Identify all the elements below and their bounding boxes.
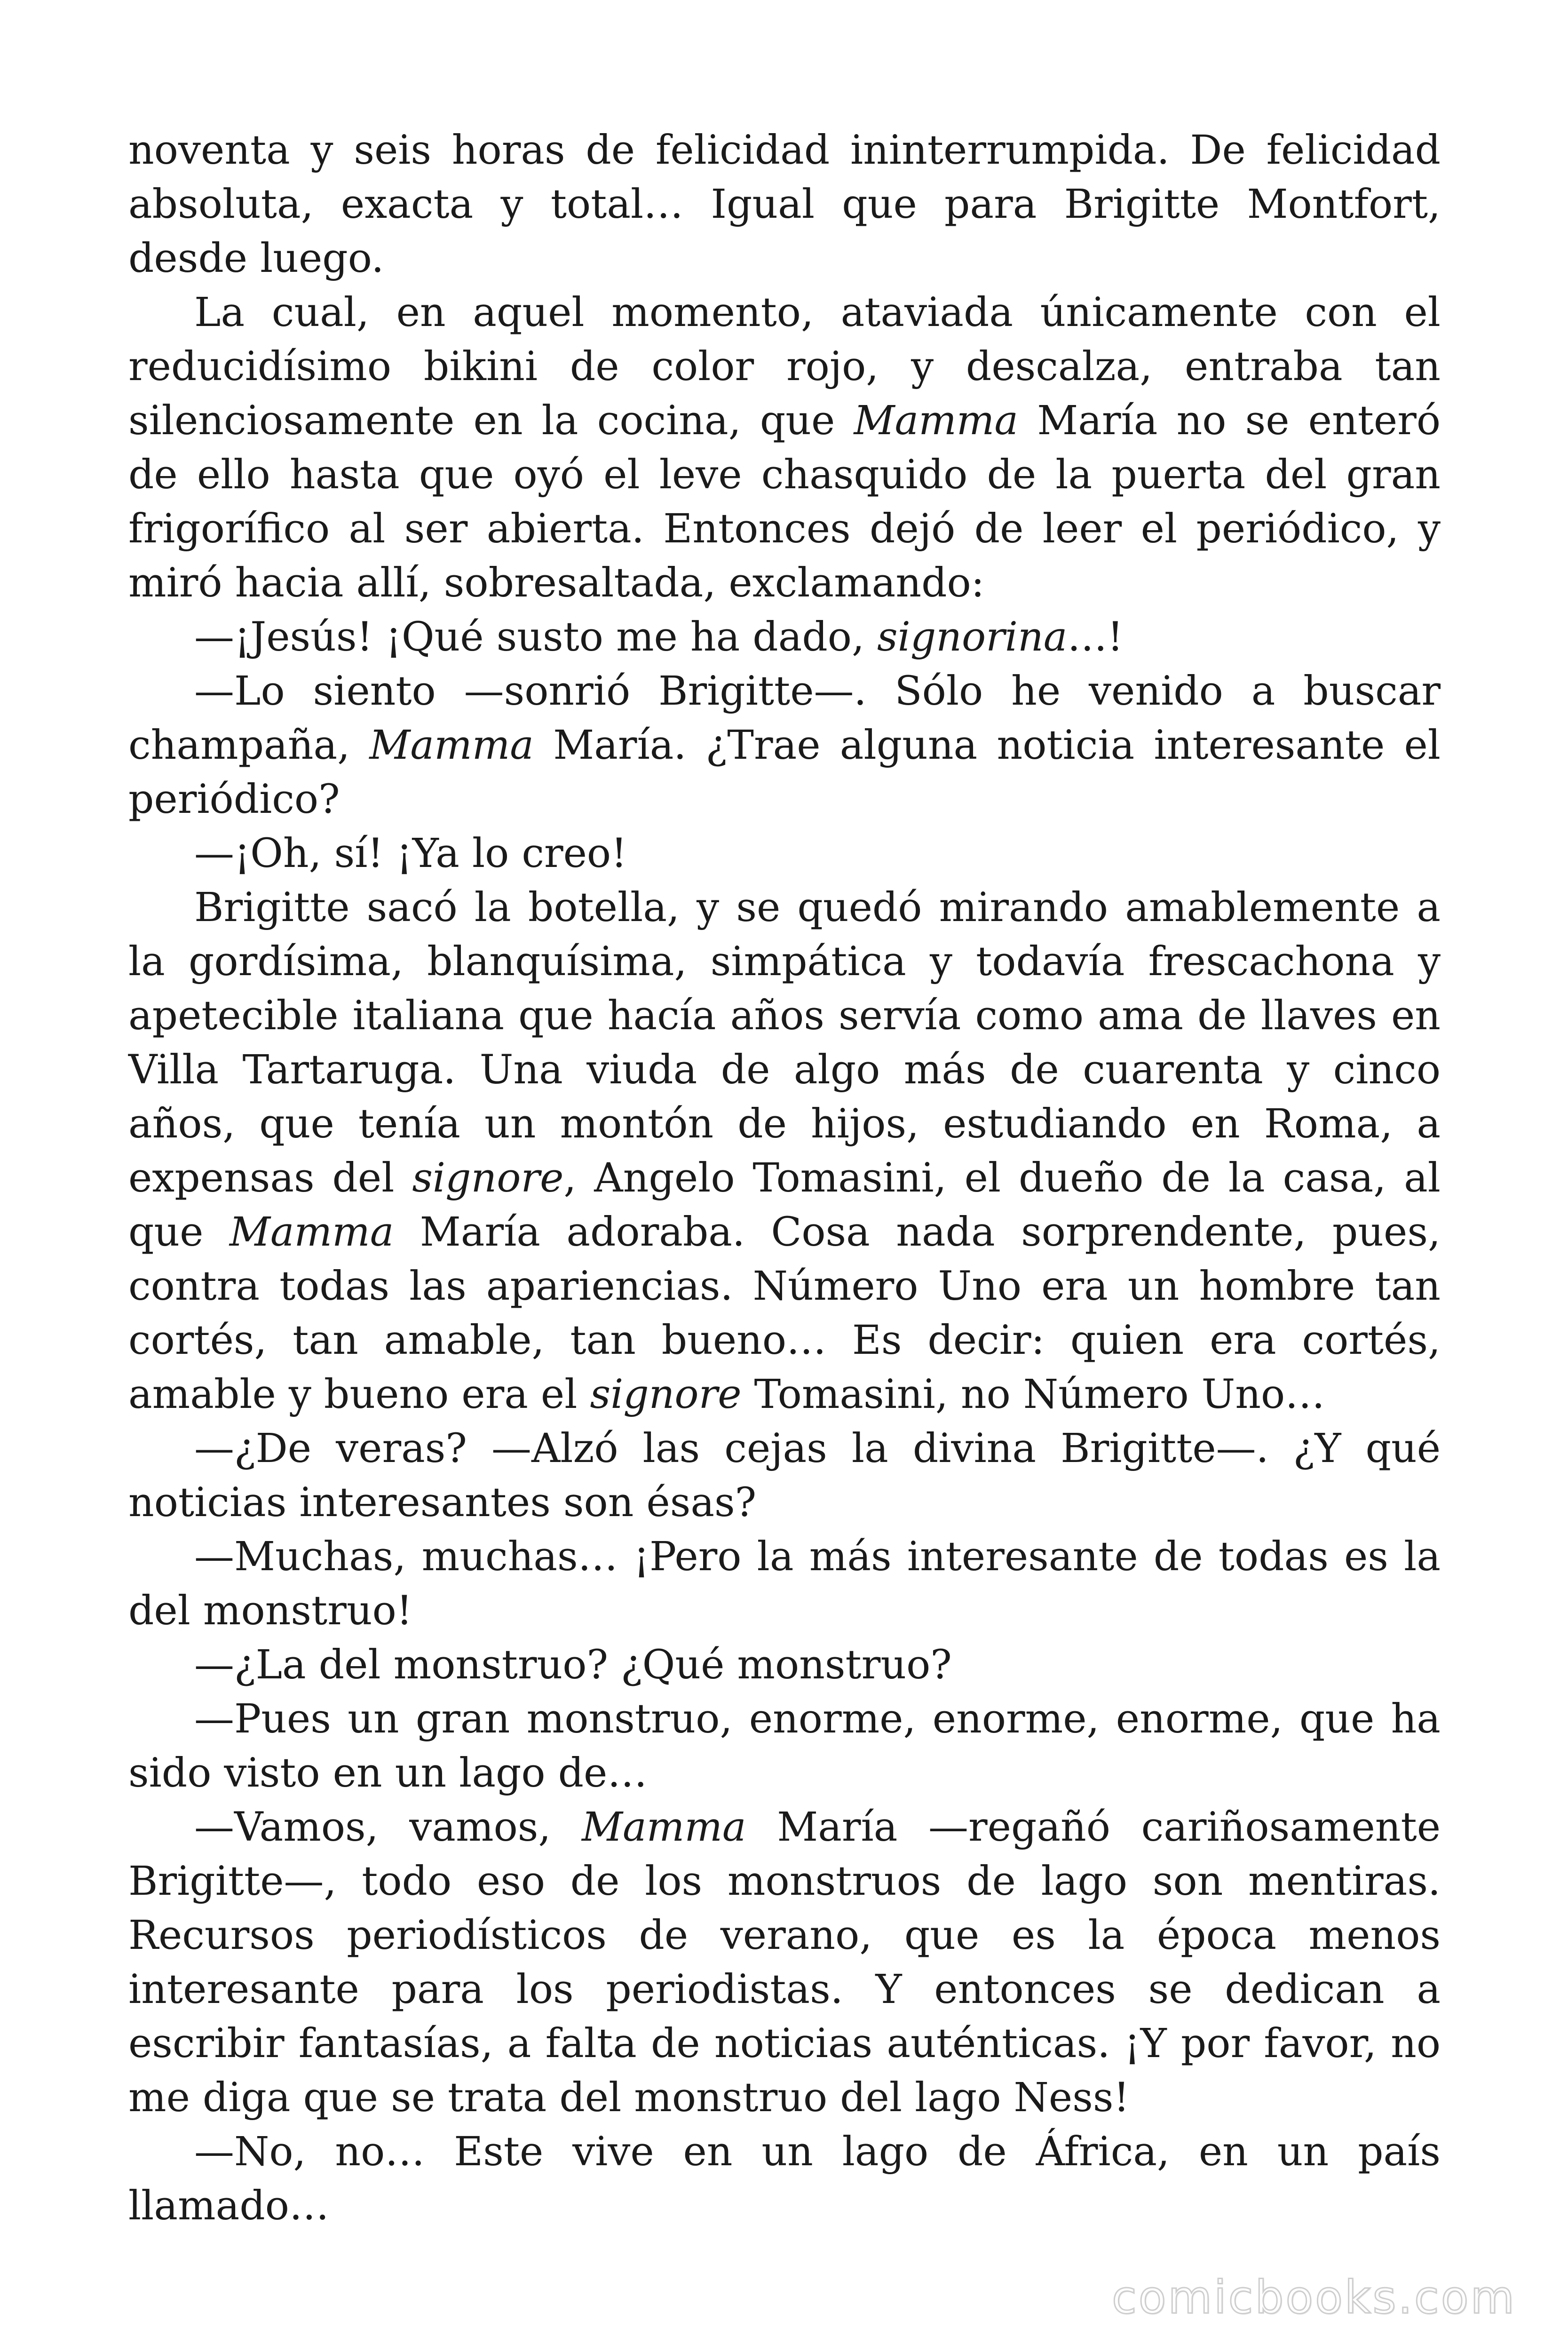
text-run: María no se enteró de ello hasta que oyó el leve chasquido de la puerta del gran frigorífico al ser abierta. Entonces dejó de leer el periódico, y miró hacia allí, sobresaltada, exclamando: <box>128 397 1441 606</box>
page-body-text <box>128 123 1441 2233</box>
paragraph <box>128 123 1441 286</box>
text-run: María. ¿Trae alguna noticia interesante el periódico? <box>128 722 1441 823</box>
italic-text-run: Mamma <box>369 722 534 769</box>
paragraph <box>128 1530 1441 1638</box>
paragraph <box>128 664 1441 826</box>
italic-text-run: Mamma <box>854 397 1019 444</box>
text-run: —Vamos, vamos, <box>194 1804 582 1851</box>
paragraph <box>128 286 1441 610</box>
text-run: noventa y seis horas de felicidad ininterrumpida. De felicidad absoluta, exacta y total… Igual que para Brigitte Montfort, desde luego. <box>128 127 1441 282</box>
text-run: —¿De veras? —Alzó las cejas la divina Brigitte—. ¿Y qué noticias interesantes son ésas? <box>128 1425 1441 1526</box>
italic-text-run: signorina <box>877 614 1068 660</box>
text-run: , Angelo Tomasini, el dueño de la casa, al que <box>128 1155 1441 1255</box>
text-run: —¡Jesús! ¡Qué susto me ha dado, <box>194 614 878 660</box>
paragraph <box>128 1692 1441 1800</box>
italic-text-run: Mamma <box>229 1209 394 1255</box>
text-run: María adoraba. Cosa nada sorprendente, pues, contra todas las apariencias. Número Uno era un hombre tan cortés, tan amable, tan bueno… Es decir: quien era cortés, amable y bueno era el <box>128 1209 1441 1418</box>
text-run: Tomasini, no Número Uno… <box>741 1371 1325 1418</box>
paragraph <box>128 2125 1441 2233</box>
watermark-logo: comicbooks.com <box>1111 2271 1516 2324</box>
text-run: …! <box>1067 614 1124 660</box>
italic-text-run: signore <box>590 1371 742 1418</box>
text-run: —¿La del monstruo? ¿Qué monstruo? <box>194 1642 952 1688</box>
paragraph <box>128 826 1441 881</box>
paragraph <box>128 1638 1441 1692</box>
italic-text-run: signore <box>412 1155 564 1201</box>
paragraph <box>128 1422 1441 1530</box>
text-run: María —regañó cariñosamente Brigitte—, todo eso de los monstruos de lago son mentiras. Recursos periodísticos de verano, que es la época menos interesante para los periodistas. Y entonces se dedican a escribir fantasías, a falta de noticias auténticas. ¡Y por favor, no me diga que se trata del monstruo del lago Ness! <box>128 1804 1441 2121</box>
text-run: La cual, en aquel momento, ataviada únicamente con el reducidísimo bikini de color rojo, y descalza, entraba tan silenciosamente en la cocina, que <box>128 289 1441 444</box>
text-run: —¡Oh, sí! ¡Ya lo creo! <box>194 830 627 877</box>
paragraph <box>128 610 1441 664</box>
text-run: —Pues un gran monstruo, enorme, enorme, enorme, que ha sido visto en un lago de… <box>128 1696 1441 1796</box>
text-run: Brigitte sacó la botella, y se quedó mirando amablemente a la gordísima, blanquísima, simpática y todavía frescachona y apetecible italiana que hacía años servía como ama de llaves en Villa Tartaruga. Una viuda de algo más de cuarenta y cinco años, que tenía un montón de hijos, estudiando en Roma, a expensas del <box>128 884 1441 1201</box>
paragraph <box>128 881 1441 1422</box>
text-run: —No, no… Este vive en un lago de África, en un país llamado… <box>128 2129 1441 2229</box>
italic-text-run: Mamma <box>582 1804 746 1851</box>
text-run: —Lo siento —sonrió Brigitte—. Sólo he venido a buscar champaña, <box>128 668 1441 769</box>
text-run: —Muchas, muchas… ¡Pero la más interesante de todas es la del monstruo! <box>128 1534 1441 1634</box>
paragraph <box>128 1800 1441 2125</box>
